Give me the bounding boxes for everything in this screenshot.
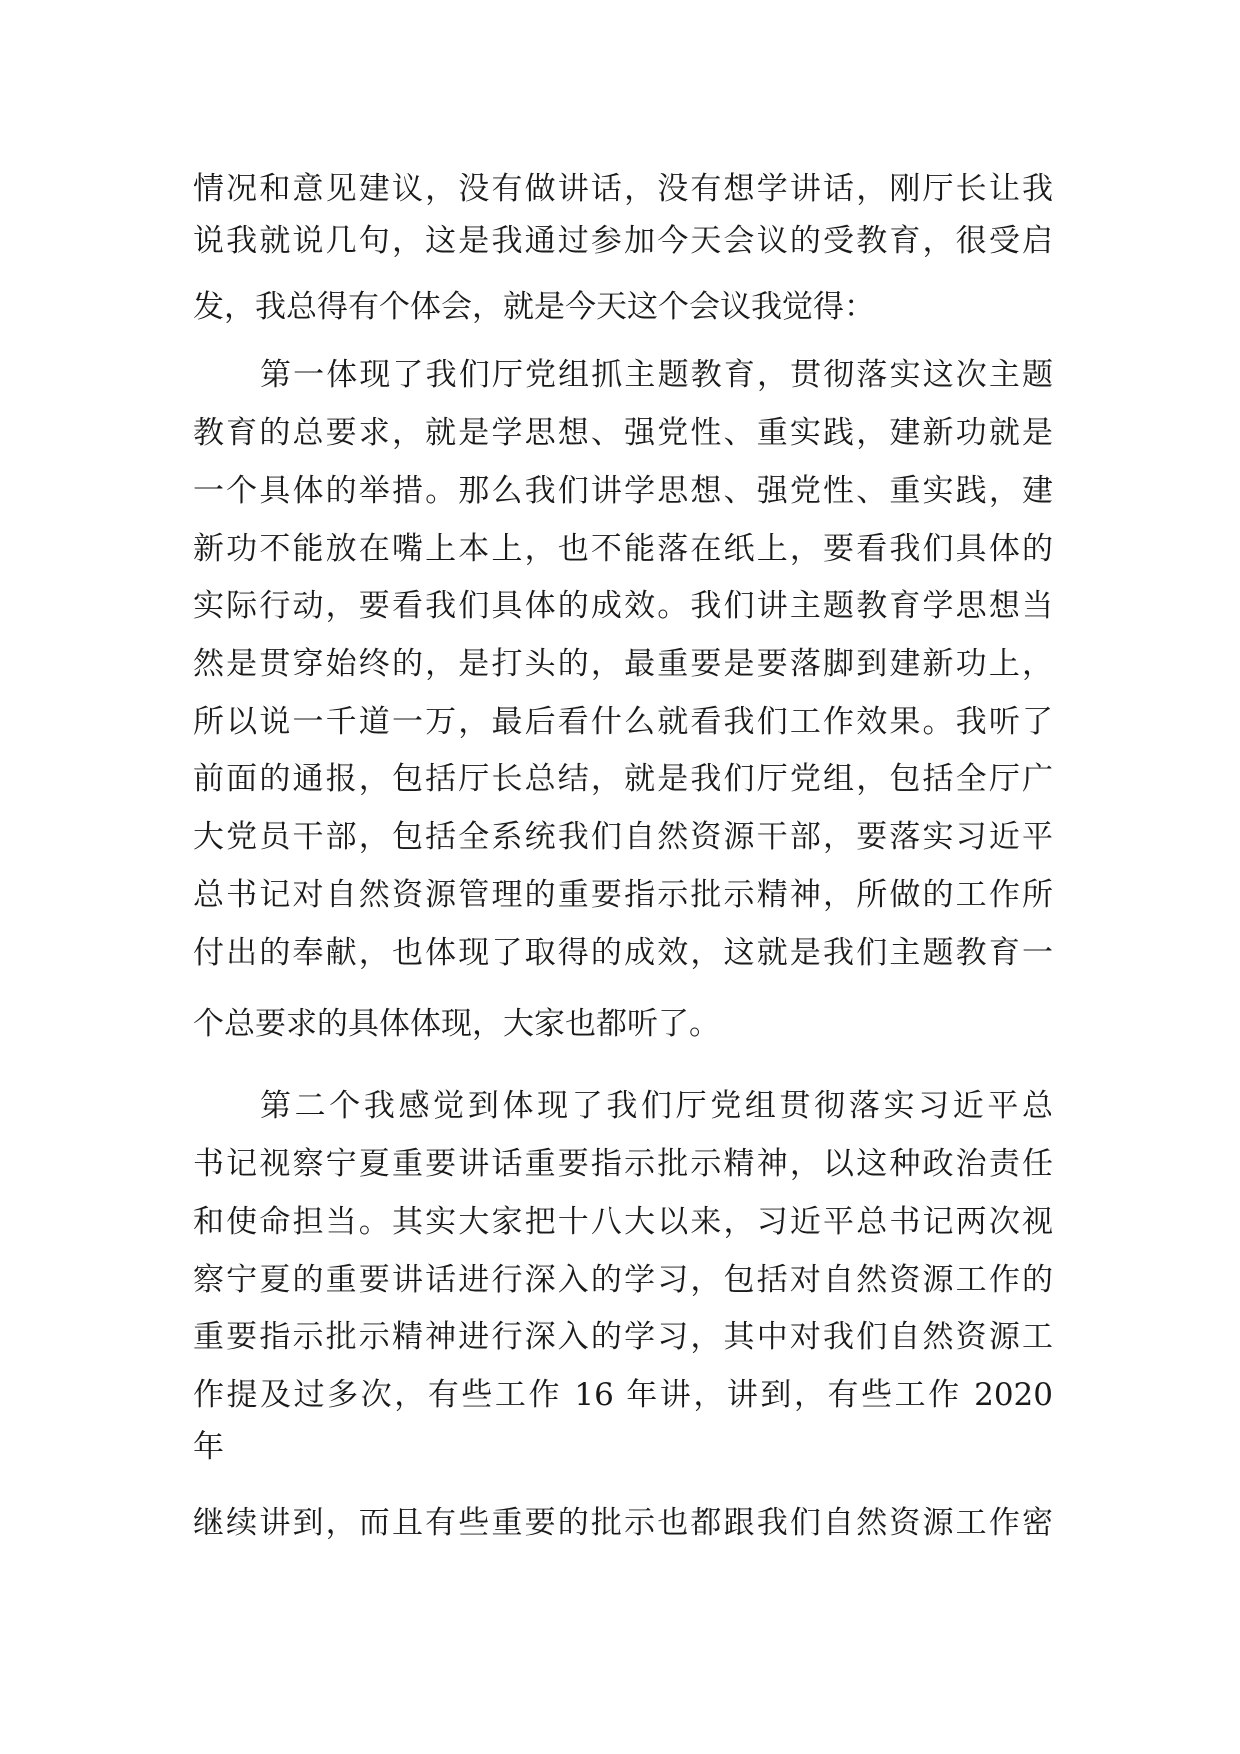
text-line: 个总要求的具体体现，大家也都听了。 <box>193 1006 720 1042</box>
text-line: 所以说一千道一万，最后看什么就看我们工作效果。我听了 <box>193 704 1053 740</box>
text-line: 实际行动，要看我们具体的成效。我们讲主题教育学思想当 <box>193 588 1053 624</box>
text-line: 和使命担当。其实大家把十八大以来，习近平总书记两次视 <box>193 1204 1053 1240</box>
text-line: 书记视察宁夏重要讲话重要指示批示精神，以这种政治责任 <box>193 1146 1053 1182</box>
text-line: 新功不能放在嘴上本上，也不能落在纸上，要看我们具体的 <box>193 531 1053 567</box>
text-line: 察宁夏的重要讲话进行深入的学习，包括对自然资源工作的 <box>193 1262 1053 1298</box>
text-line: 教育的总要求，就是学思想、强党性、重实践，建新功就是 <box>193 415 1053 451</box>
text-line: 重要指示批示精神进行深入的学习，其中对我们自然资源工 <box>193 1319 1053 1355</box>
text-line: 情况和意见建议，没有做讲话，没有想学讲话，刚厅长让我 <box>193 171 1053 207</box>
paragraph-start-line: 第二个我感觉到体现了我们厅党组贯彻落实习近平总 <box>260 1088 1053 1124</box>
text-line: 发，我总得有个体会，就是今天这个会议我觉得： <box>193 289 875 325</box>
text-line: 大党员干部，包括全系统我们自然资源干部，要落实习近平 <box>193 819 1053 855</box>
paragraph-start-line: 第一体现了我们厅党组抓主题教育，贯彻落实这次主题 <box>260 357 1053 393</box>
text-line: 作提及过多次，有些工作 16 年讲，讲到，有些工作 2020 <box>193 1377 1053 1413</box>
text-line: 付出的奉献，也体现了取得的成效，这就是我们主题教育一 <box>193 935 1053 971</box>
text-line: 说我就说几句，这是我通过参加今天会议的受教育，很受启 <box>193 223 1053 259</box>
text-line: 然是贯穿始终的，是打头的，最重要是要落脚到建新功上， <box>193 646 1053 682</box>
text-line: 年 <box>193 1429 224 1465</box>
text-line: 继续讲到，而且有些重要的批示也都跟我们自然资源工作密 <box>193 1505 1053 1541</box>
text-line: 一个具体的举措。那么我们讲学思想、强党性、重实践，建 <box>193 473 1053 509</box>
text-line: 前面的通报，包括厅长总结，就是我们厅党组，包括全厅广 <box>193 761 1053 797</box>
text-line: 总书记对自然资源管理的重要指示批示精神，所做的工作所 <box>193 877 1053 913</box>
